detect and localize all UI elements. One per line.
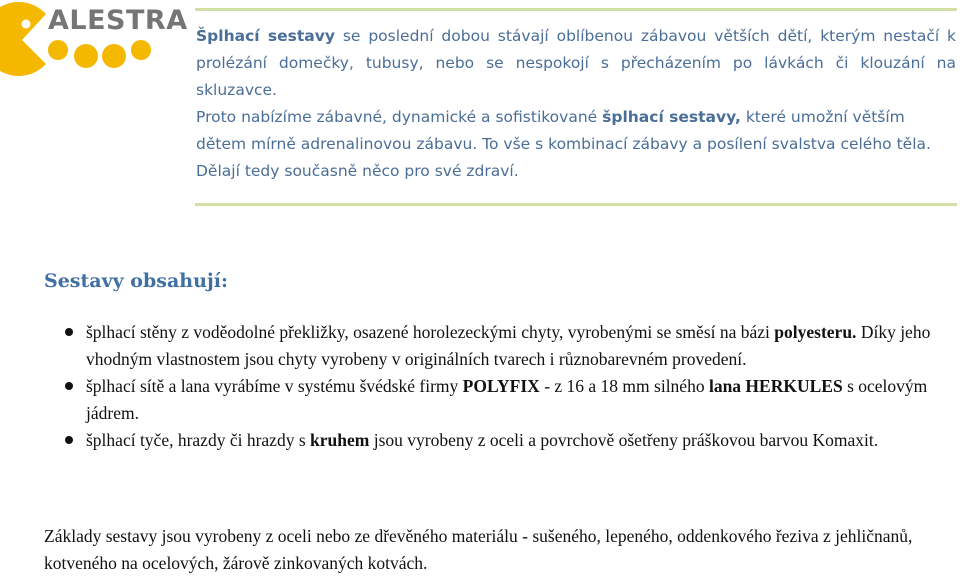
- bullet-icon: [65, 436, 73, 444]
- intro-p2-bold: šplhací sestavy,: [602, 108, 741, 126]
- intro-paragraph-2: [196, 104, 956, 185]
- bullet-1-text-a: šplhací stěny z voděodolné překližky, osazené horolezeckými chyty, vyrobenými se směsí na bázi: [86, 322, 775, 342]
- bullet-2-text-e: s ocelovým jádrem.: [86, 376, 928, 423]
- footer-paragraph: Základy sestavy jsou vyrobeny z oceli nebo ze dřevěného materiálu - sušeného, lepeného, oddenkového řeziva z jehličnanů, kotveného na ocelových, žárově zinkovaných kotvách.: [44, 526, 913, 573]
- bullet-3-text-c: jsou vyrobeny z oceli a povrchově ošetřeny práškovou barvou Komaxit.: [369, 430, 879, 450]
- logo-wordmark: ALESTRA: [48, 5, 188, 36]
- bullet-2-text-c: - z 16 a 18 mm silného: [539, 376, 709, 396]
- list-item: [56, 319, 941, 373]
- intro-paragraph-1: [196, 23, 956, 104]
- bullet-2-bold-herkules: lana HERKULES: [708, 376, 843, 396]
- intro-top-rule: [195, 8, 957, 11]
- bullet-2-text-a: šplhací sítě a lana vyrábíme v systému švédské firmy: [86, 376, 463, 396]
- intro-p1-bold: Šplhací sestavy: [196, 27, 335, 45]
- list-item: [56, 427, 941, 454]
- bullet-icon: [65, 328, 73, 336]
- bullet-2-bold-polyfix: POLYFIX: [462, 376, 540, 396]
- bullet-3-text-a: šplhací tyče, hrazdy či hrazdy s: [86, 430, 311, 450]
- section-heading: Sestavy obsahují:: [44, 270, 228, 292]
- intro-bottom-rule: [195, 203, 957, 206]
- intro-p1-text: se poslední dobou stávají oblíbenou zábavou větších dětí, kterým nestačí k prolézání domečky, tubusy, nebo se nespokojí s přecházením po lávkách či klouzání na skluzavce.: [196, 27, 956, 99]
- bullet-3-bold: kruhem: [310, 430, 370, 450]
- bullet-icon: [65, 382, 73, 390]
- list-item: [56, 373, 941, 427]
- intro-p2-text-b: které umožní větším dětem mírně adrenalinovou zábavu. To vše s kombinací zábavy a posílení svalstva celého těla. Dělají tedy současně něco pro své zdraví.: [196, 108, 931, 180]
- bullet-1-bold: polyesteru.: [774, 322, 857, 342]
- intro-box: [196, 23, 956, 185]
- feature-list: [56, 319, 941, 454]
- intro-p2-text-a: Proto nabízíme zábavné, dynamické a sofistikované: [196, 108, 603, 126]
- alestra-logo: [0, 0, 188, 92]
- bullet-1-text-c: Díky jeho vhodným vlastnostem jsou chyty vyrobeny v originálních tvarech i různobarevném provedení.: [86, 322, 931, 369]
